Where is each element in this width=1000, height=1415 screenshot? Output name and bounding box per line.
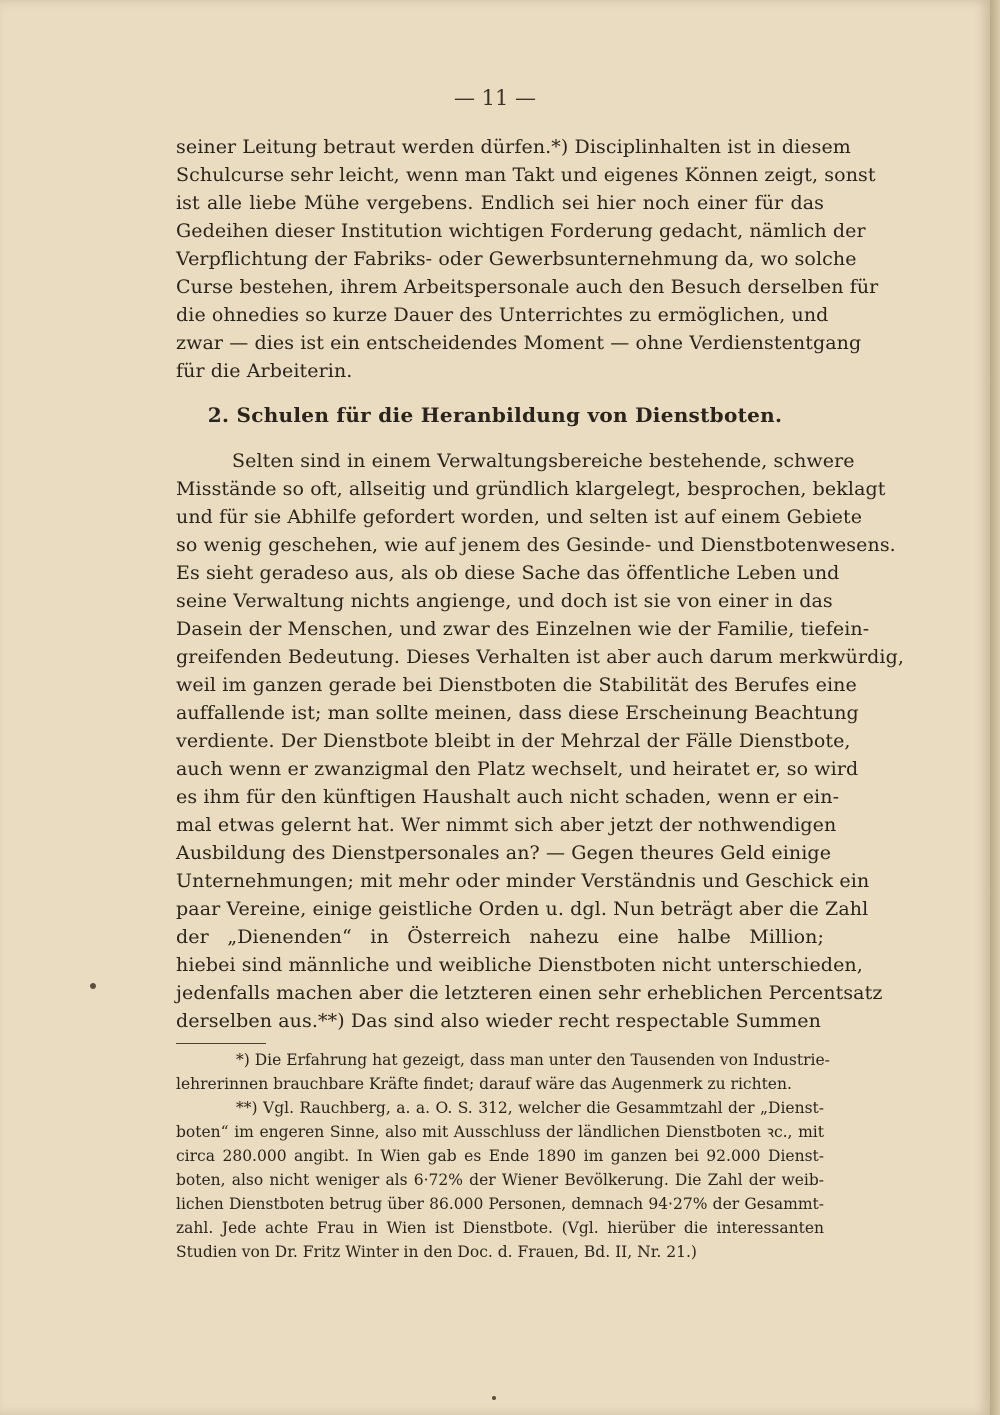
paragraph-line: zwar — dies ist ein entscheidendes Moment — ohne Verdienstentgang xyxy=(176,332,862,354)
paragraph-line: derselben aus.**) Das sind also wieder recht respectable Summen xyxy=(176,1010,821,1032)
paragraph-line: verdiente. Der Dienstbote bleibt in der Mehrzal der Fälle Dienstbote, xyxy=(176,730,851,752)
paragraph-line: greifenden Bedeutung. Dieses Verhalten ist aber auch darum merkwürdig, xyxy=(176,646,904,668)
paragraph-line: mal etwas gelernt hat. Wer nimmt sich aber jetzt der nothwendigen xyxy=(176,814,837,836)
footnote-line: **) Vgl. Rauchberg, a. a. O. S. 312, welcher die Gesammtzahl der „Dienst- xyxy=(236,1099,824,1117)
paragraph-line: jedenfalls machen aber die letzteren einen sehr erheblichen Percentsatz xyxy=(176,982,883,1004)
footnote-line: lehrerinnen brauchbare Kräfte findet; darauf wäre das Augenmerk zu richten. xyxy=(176,1075,792,1093)
footnote-line: *) Die Erfahrung hat gezeigt, dass man unter den Tausenden von Industrie- xyxy=(236,1051,830,1069)
footnote-line: boten, also nicht weniger als 6·72% der Wiener Bevölkerung. Die Zahl der weib- xyxy=(176,1171,824,1189)
footnote-divider xyxy=(176,1043,266,1044)
paragraph-line: für die Arbeiterin. xyxy=(176,360,353,382)
paragraph-line: seiner Leitung betraut werden dürfen.*) Disciplinhalten ist in diesem xyxy=(176,136,851,158)
paragraph-2 xyxy=(176,447,904,1035)
footnotes xyxy=(176,1048,830,1264)
paragraph-line: der „Dienenden“ in Österreich nahezu eine halbe Million; xyxy=(176,926,824,948)
paragraph-line: so wenig geschehen, wie auf jenem des Gesinde- und Dienstbotenwesens. xyxy=(176,534,896,556)
footnote-line: zahl. Jede achte Frau in Wien ist Dienstbote. (Vgl. hierüber die interessanten xyxy=(176,1219,824,1237)
paragraph-line: Curse bestehen, ihrem Arbeitspersonale auch den Besuch derselben für xyxy=(176,276,879,298)
paragraph-line: hiebei sind männliche und weibliche Dienstboten nicht unterschieden, xyxy=(176,954,863,976)
paragraph-line: Gedeihen dieser Institution wichtigen Forderung gedacht, nämlich der xyxy=(176,220,866,242)
paragraph-line: Misstände so oft, allseitig und gründlich klargelegt, besprochen, beklagt xyxy=(176,478,886,500)
paragraph-line: weil im ganzen gerade bei Dienstboten die Stabilität des Berufes eine xyxy=(176,674,857,696)
footnote-line: boten“ im engeren Sinne, also mit Ausschluss der ländlichen Dienstboten ꝛc., mit xyxy=(176,1123,824,1141)
paragraph-line: ist alle liebe Mühe vergebens. Endlich sei hier noch einer für das xyxy=(176,192,824,214)
paragraph-line: Selten sind in einem Verwaltungsbereiche bestehende, schwere xyxy=(232,450,855,472)
page-edge xyxy=(990,0,1000,1415)
paragraph-line: Schulcurse sehr leicht, wenn man Takt und eigenes Können zeigt, sonst xyxy=(176,164,876,186)
paragraph-line: es ihm für den künftigen Haushalt auch nicht schaden, wenn er ein- xyxy=(176,786,840,808)
paper-speck xyxy=(492,1396,496,1400)
page-number: — 11 — xyxy=(453,86,537,110)
footnote-line: lichen Dienstboten betrug über 86.000 Personen, demnach 94·27% der Gesammt- xyxy=(176,1195,824,1213)
paragraph-line: Verpflichtung der Fabriks- oder Gewerbsunternehmung da, wo solche xyxy=(176,248,857,270)
paragraph-line: paar Vereine, einige geistliche Orden u. dgl. Nun beträgt aber die Zahl xyxy=(176,898,869,920)
paragraph-line: seine Verwaltung nichts angienge, und doch ist sie von einer in das xyxy=(176,590,833,612)
paragraph-line: Dasein der Menschen, und zwar des Einzelnen wie der Familie, tiefein- xyxy=(176,618,870,640)
paragraph-line: Es sieht geradeso aus, als ob diese Sache das öffentliche Leben und xyxy=(176,562,840,584)
footnote-line: Studien von Dr. Fritz Winter in den Doc. d. Frauen, Bd. II, Nr. 21.) xyxy=(176,1243,697,1261)
paragraph-line: auffallende ist; man sollte meinen, dass diese Erscheinung Beachtung xyxy=(176,702,859,724)
paper-speck xyxy=(90,983,96,989)
footnote-line: circa 280.000 angibt. In Wien gab es Ende 1890 im ganzen bei 92.000 Dienst- xyxy=(176,1147,824,1165)
paragraph-line: Unternehmungen; mit mehr oder minder Verständnis und Geschick ein xyxy=(176,870,870,892)
paragraph-1 xyxy=(176,133,879,385)
paragraph-line: Ausbildung des Dienstpersonales an? — Gegen theures Geld einige xyxy=(176,842,832,864)
section-heading: 2. Schulen für die Heranbildung von Dienstboten. xyxy=(207,403,783,427)
paragraph-line: und für sie Abhilfe gefordert worden, und selten ist auf einem Gebiete xyxy=(176,506,863,528)
paragraph-line: die ohnedies so kurze Dauer des Unterrichtes zu ermöglichen, und xyxy=(176,304,829,326)
paragraph-line: auch wenn er zwanzigmal den Platz wechselt, und heiratet er, so wird xyxy=(176,758,859,780)
